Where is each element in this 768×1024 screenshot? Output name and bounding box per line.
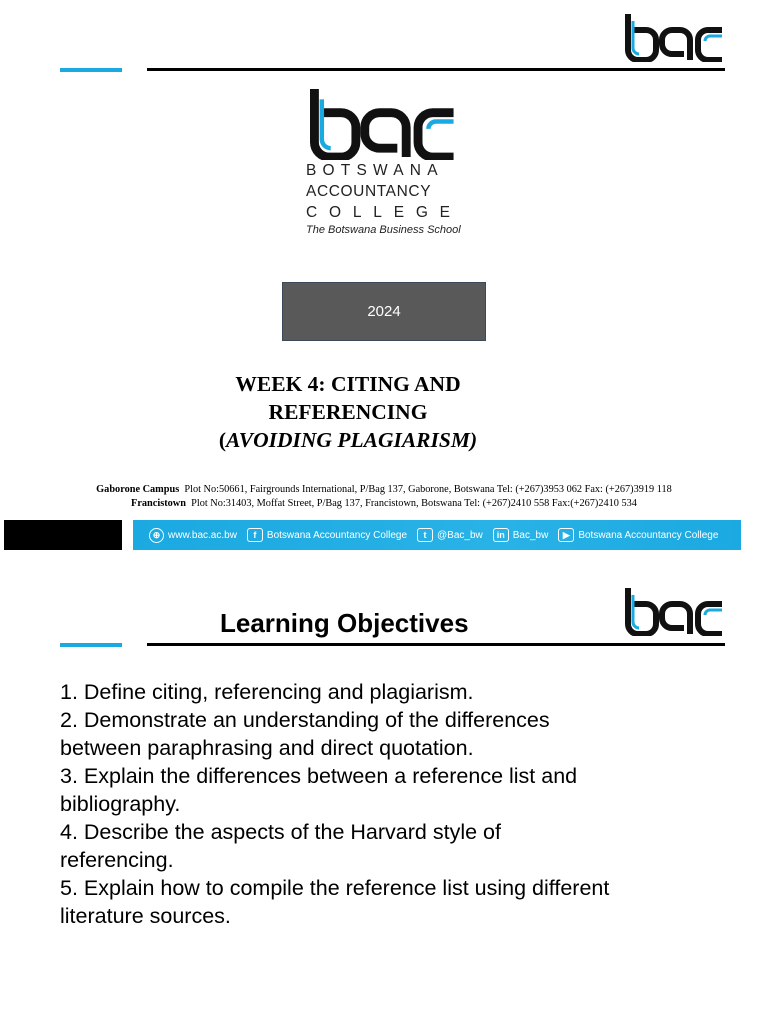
social-label: www.bac.ac.bw bbox=[168, 529, 237, 541]
campus-name: Francistown bbox=[131, 498, 186, 509]
social-label: Botswana Accountancy College bbox=[266, 529, 408, 541]
college-name-line-1: BOTSWANA bbox=[306, 162, 444, 179]
campus-gaborone bbox=[0, 483, 768, 496]
header-divider bbox=[147, 68, 725, 71]
twitter-icon: t bbox=[417, 528, 433, 542]
youtube-icon: ▶ bbox=[558, 528, 574, 542]
college-tagline: The Botswana Business School bbox=[306, 224, 461, 236]
bac-logo-main bbox=[306, 86, 466, 236]
social-link-website[interactable] bbox=[149, 528, 237, 543]
title-subtitle: AVOIDING PLAGIARISM bbox=[226, 428, 470, 452]
linkedin-icon: in bbox=[493, 528, 509, 542]
social-links-bar bbox=[133, 520, 741, 550]
year-badge bbox=[282, 282, 486, 341]
title-line-3 bbox=[150, 426, 546, 454]
social-label: Bac_bw bbox=[512, 529, 549, 541]
social-label: Botswana Accountancy College bbox=[578, 529, 719, 541]
social-link-twitter[interactable] bbox=[417, 528, 483, 542]
campus-details: Plot No:31403, Moffat Street, P/Bag 137, Francistown, Botswana Tel: (+267)2410 558 Fax:(+267)2410 534 bbox=[191, 498, 637, 509]
objectives-slide bbox=[0, 576, 768, 1024]
list-item: 5. Explain how to compile the reference list using different literature sources. bbox=[60, 876, 610, 928]
header-accent-line bbox=[60, 643, 122, 647]
footer-black-block bbox=[4, 520, 122, 550]
bac-logo-corner bbox=[624, 12, 726, 62]
college-name-line-3: COLLEGE bbox=[306, 204, 462, 221]
list-item: 2. Demonstrate an understanding of the differences between paraphrasing and direct quotation. bbox=[60, 708, 550, 760]
bac-wordmark bbox=[306, 86, 462, 160]
facebook-icon: f bbox=[247, 528, 263, 542]
campus-name: Gaborone Campus bbox=[96, 484, 180, 495]
college-name-line-2: ACCOUNTANCY bbox=[306, 183, 432, 200]
objectives-list bbox=[60, 678, 620, 930]
title-line-2: REFERENCING bbox=[268, 400, 428, 424]
title-paren-open: ( bbox=[218, 428, 227, 452]
campus-details: Plot No:50661, Fairgrounds International, P/Bag 137, Gaborone, Botswana Tel: (+267)3953 062 Fax: (+267)3919 118 bbox=[184, 484, 672, 495]
presentation-title bbox=[150, 370, 546, 454]
bac-logo-corner bbox=[624, 586, 726, 636]
title-line-1: WEEK 4: CITING AND bbox=[235, 372, 461, 396]
slide-title: Learning Objectives bbox=[220, 608, 469, 638]
title-paren-close: ) bbox=[469, 428, 478, 452]
globe-icon: ⊕ bbox=[149, 528, 164, 543]
header-divider bbox=[147, 643, 725, 646]
list-item: 4. Describe the aspects of the Harvard style of referencing. bbox=[60, 820, 501, 872]
list-item: 1. Define citing, referencing and plagiarism. bbox=[60, 680, 474, 704]
social-label: @Bac_bw bbox=[437, 529, 483, 541]
header-accent-line bbox=[60, 68, 122, 72]
list-item: 3. Explain the differences between a reference list and bibliography. bbox=[60, 764, 578, 816]
campus-francistown bbox=[0, 497, 768, 510]
social-link-youtube[interactable] bbox=[558, 528, 718, 542]
social-link-linkedin[interactable] bbox=[493, 528, 549, 542]
social-link-facebook[interactable] bbox=[247, 528, 407, 542]
year-text: 2024 bbox=[367, 303, 401, 320]
